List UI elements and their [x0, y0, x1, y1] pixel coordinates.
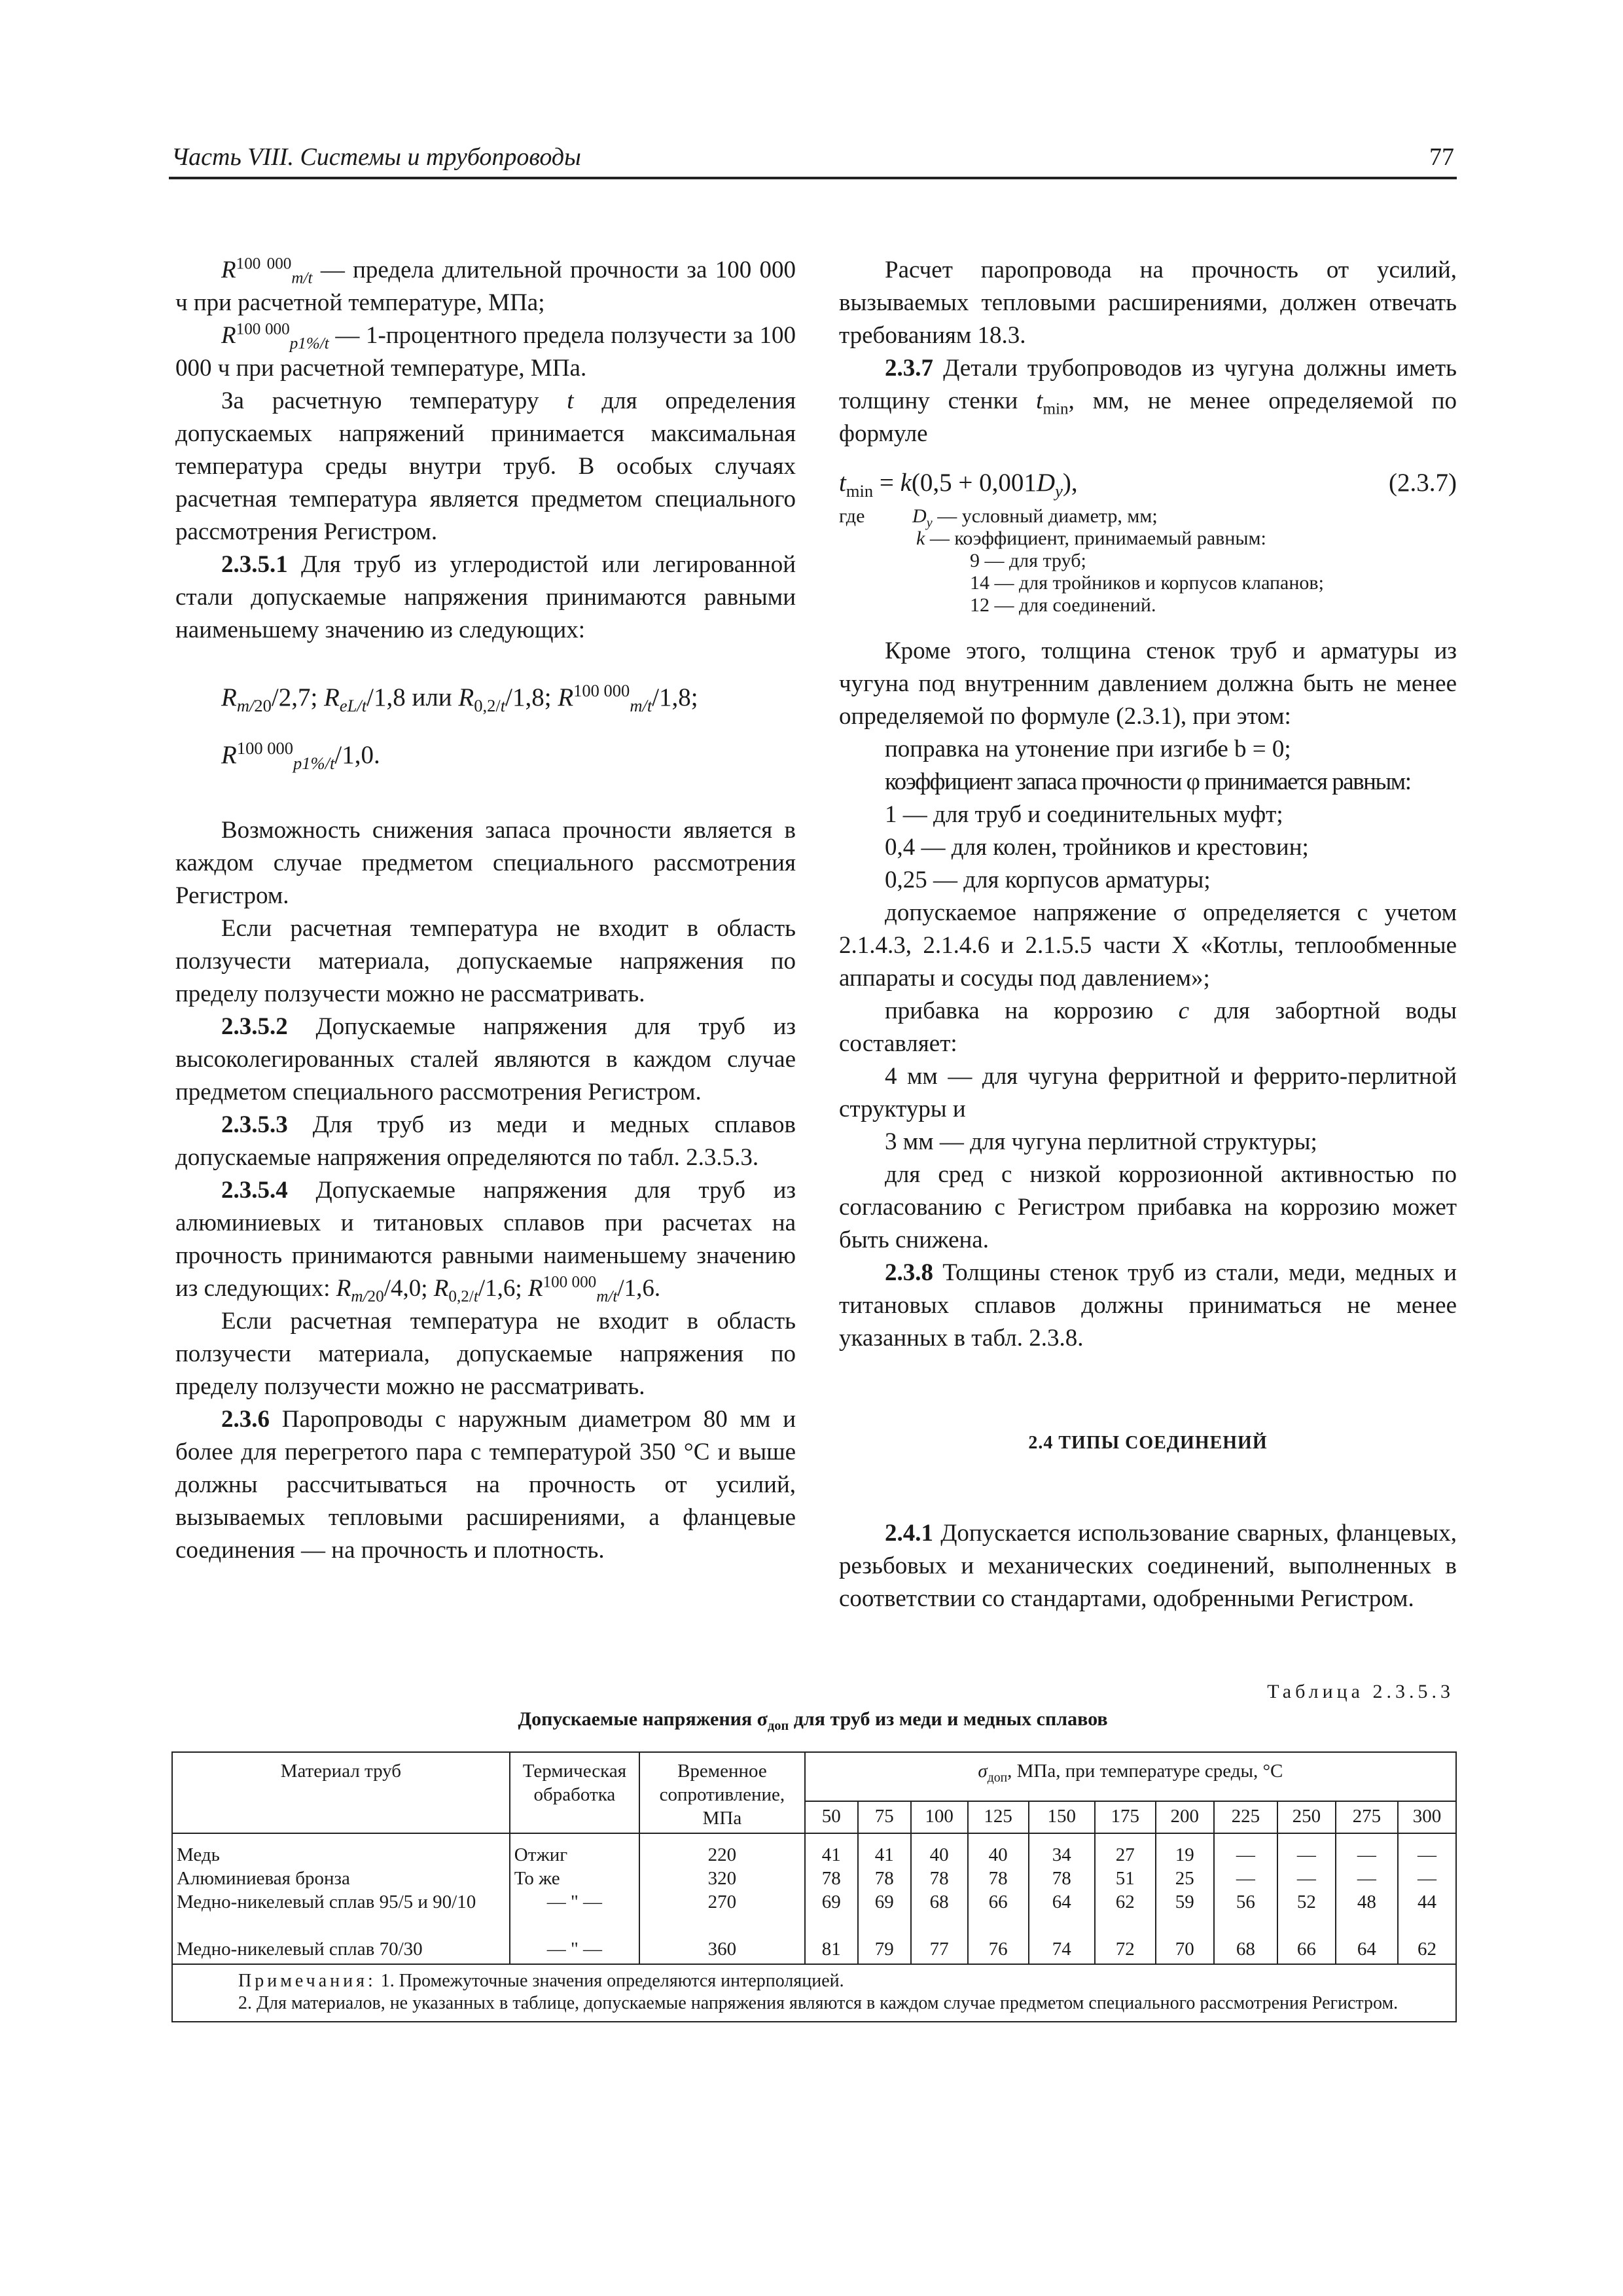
- material-name: Медно-никелевый сплав 70/30: [177, 1939, 423, 1960]
- stress-value: 40: [988, 1844, 1008, 1865]
- paragraph: 3 мм — для чугуна перлитной структуры;: [885, 1128, 1317, 1155]
- stress-value: 81: [821, 1939, 841, 1960]
- stress-value: 62: [1115, 1892, 1135, 1912]
- formula-steel: $R_{m/20}/2,7$; $R_{eL/t}/1,8$ или $R_{0,2/t}/1,8$; $R^{100 000}_{m/t}/1,8$; $R^{100 000}_{p1\%/t}/1,0$.: [221, 681, 698, 773]
- value-column: [911, 1833, 968, 1964]
- stress-value: 78: [929, 1868, 949, 1889]
- paragraph: для сред с низкой коррозионной активностью по согласованию с Регистром прибавка на коррозию может быть снижена.: [839, 1161, 1457, 1253]
- stress-value: —: [1236, 1844, 1255, 1865]
- paragraph: поправка на утонение при изгибе b = 0;: [885, 736, 1291, 762]
- temperature-header: 200: [1156, 1801, 1214, 1833]
- stress-value: 70: [1175, 1939, 1194, 1960]
- table-caption: Допускаемые напряжения $\sigma_{доп}$ для труб из меди и медных сплавов: [518, 1708, 1108, 1733]
- value-column: [858, 1833, 911, 1964]
- temperature-header: 275: [1336, 1801, 1398, 1833]
- header-sigma: $\sigma_{доп}$, МПа, при температуре среды, °С: [805, 1752, 1456, 1801]
- value-column: [1398, 1833, 1456, 1964]
- clause-2-3-5-1: 2.3.5.1 Для труб из углеродистой или легированной стали допускаемые напряжения принимаются равными наименьшему значению из следующих:: [175, 551, 796, 643]
- table-header-row: [172, 1752, 1456, 1801]
- strength-value: 360: [707, 1939, 737, 1960]
- strength-cell: [639, 1833, 805, 1964]
- definition-rp: $R^{100 000}_{p1\%/t}$ — 1-процентного предела ползучести за 100 000 ч при расчетной температуре, МПа.: [175, 320, 796, 382]
- treatment-value: — " —: [546, 1892, 603, 1912]
- stress-value: 34: [1052, 1844, 1071, 1865]
- stress-value: —: [1296, 1868, 1316, 1889]
- paragraph: Возможность снижения запаса прочности является в каждом случае предметом специального рассмотрения Регистром.: [175, 817, 796, 909]
- stress-value: 59: [1175, 1892, 1194, 1912]
- stress-value: —: [1357, 1844, 1376, 1865]
- stress-value: —: [1357, 1868, 1376, 1889]
- section-title: 2.4 ТИПЫ СОЕДИНЕНИЙ: [1028, 1433, 1268, 1453]
- formula-number: (2.3.7): [1389, 469, 1457, 497]
- stress-value: 66: [1296, 1939, 1316, 1960]
- value-column: [1029, 1833, 1095, 1964]
- material-name: Алюминиевая бронза: [177, 1868, 350, 1889]
- treatment-value: То же: [514, 1868, 560, 1889]
- stress-value: 25: [1175, 1868, 1194, 1889]
- temperature-header: 100: [911, 1801, 968, 1833]
- strength-value: 320: [707, 1868, 737, 1889]
- value-column: [1214, 1833, 1277, 1964]
- paragraph: коэффициент запаса прочности φ принимается равным:: [885, 768, 1411, 795]
- header-rule: [169, 177, 1457, 179]
- temperature-header: 150: [1029, 1801, 1095, 1833]
- value-column: [1095, 1833, 1156, 1964]
- clause-2-3-7: 2.3.7 Детали трубопроводов из чугуна должны иметь толщину стенки $t_{min}$, мм, не менее определяемой по формуле: [839, 355, 1457, 447]
- stress-value: 66: [988, 1892, 1008, 1912]
- clause-2-3-8: 2.3.8 Толщины стенок труб из стали, меди, медных и титановых сплавов должны приниматься не менее указанных в табл. 2.3.8.: [839, 1259, 1457, 1352]
- stress-value: 64: [1357, 1939, 1376, 1960]
- paragraph: Расчет паропровода на прочность от усилий, вызываемых тепловыми расширениями, должен отвечать требованиям 18.3.: [839, 257, 1457, 349]
- paragraph: Если расчетная температура не входит в область ползучести материала, допускаемые напряжения по пределу ползучести можно не рассматривать.: [175, 915, 796, 1007]
- paragraph: 0,4 — для колен, тройников и крестовин;: [885, 834, 1309, 861]
- stress-value: 79: [874, 1939, 894, 1960]
- clause-2-4-1: 2.4.1 Допускается использование сварных, фланцевых, резьбовых и механических соединений, выполненных в соответствии со стандартами, одобренными Регистром.: [839, 1520, 1457, 1612]
- stress-value: 76: [988, 1939, 1008, 1960]
- temperature-header: 75: [858, 1801, 911, 1833]
- paragraph: Кроме этого, толщина стенок труб и арматуры из чугуна под внутренним давлением должна быть не менее определяемой по формуле (2.3.1), при этом:: [839, 637, 1457, 730]
- paragraph: За расчетную температуру t для определения допускаемых напряжений принимается максимальная температура среды внутри труб. В особых случаях расчетная температура является предметом специального рассмотрения Регистром.: [175, 387, 796, 545]
- paragraph: допускаемое напряжение σ определяется с учетом 2.1.4.3, 2.1.4.6 и 2.1.5.5 части X «Котлы, теплообменные аппараты и сосуды под давлением»;: [839, 899, 1457, 992]
- stress-value: 62: [1417, 1939, 1436, 1960]
- treatment-value: — " —: [546, 1939, 603, 1960]
- stress-value: 27: [1115, 1844, 1135, 1865]
- table-label: Таблица 2.3.5.3: [1267, 1681, 1454, 1702]
- paragraph: 1 — для труб и соединительных муфт;: [885, 801, 1283, 828]
- stress-value: 74: [1052, 1939, 1071, 1960]
- stress-value: 19: [1175, 1844, 1194, 1865]
- stress-value: 52: [1296, 1892, 1316, 1912]
- value-column: [968, 1833, 1029, 1964]
- temperature-header: 50: [805, 1801, 858, 1833]
- table-notes-row: [172, 1964, 1456, 2022]
- clause-2-3-5-3: 2.3.5.3 Для труб из меди и медных сплавов допускаемые напряжения определяются по табл. 2.3.5.3.: [175, 1111, 796, 1171]
- strength-value: 270: [707, 1892, 737, 1912]
- left-column: [175, 254, 796, 1567]
- stress-value: 41: [821, 1844, 841, 1865]
- material-cell: [172, 1833, 510, 1964]
- clause-2-3-6: 2.3.6 Паропроводы с наружным диаметром 80 мм и более для перегретого пара с температурой 350 °С и выше должны рассчитываться на прочность от усилий, вызываемых тепловыми расширениями, а фланцевые соединения — на прочность и плотность.: [175, 1406, 796, 1564]
- stress-value: 78: [988, 1868, 1008, 1889]
- temperature-header: 250: [1277, 1801, 1336, 1833]
- header-treatment: Термическая обработка: [510, 1752, 639, 1833]
- treatment-cell: [510, 1833, 639, 1964]
- page-number: 77: [1429, 143, 1454, 171]
- value-column: [1156, 1833, 1214, 1964]
- stress-value: —: [1417, 1868, 1436, 1889]
- stress-value: 72: [1115, 1939, 1135, 1960]
- header-strength: Временное сопротивление, МПа: [639, 1752, 805, 1833]
- stress-value: 68: [1236, 1939, 1255, 1960]
- table-notes: Примечания: 1. Промежуточные значения определяются интерполяцией. 2. Для материалов, не указанных в таблице, допускаемые напряжения являются в каждом случае предметом специального рассмотрения Регистром.: [172, 1964, 1456, 2022]
- value-column: [805, 1833, 858, 1964]
- stress-value: 78: [821, 1868, 841, 1889]
- treatment-value: Отжиг: [514, 1844, 568, 1865]
- paragraph: 4 мм — для чугуна ферритной и феррито-перлитной структуры и: [839, 1063, 1457, 1122]
- stress-value: 69: [821, 1892, 841, 1912]
- stress-value: —: [1417, 1844, 1436, 1865]
- stress-value: —: [1236, 1868, 1255, 1889]
- strength-value: 220: [707, 1844, 737, 1865]
- temperature-header: 175: [1095, 1801, 1156, 1833]
- temperature-header: 300: [1398, 1801, 1456, 1833]
- stress-value: 40: [929, 1844, 949, 1865]
- stress-value: 44: [1417, 1892, 1436, 1912]
- value-column: [1336, 1833, 1398, 1964]
- table-body: [172, 1833, 1456, 1964]
- paragraph: прибавка на коррозию c для забортной воды составляет:: [839, 997, 1457, 1057]
- header-material: Материал труб: [172, 1752, 510, 1833]
- stress-value: 41: [874, 1844, 894, 1865]
- where-label: где: [839, 505, 865, 527]
- stress-value: 68: [929, 1892, 949, 1912]
- stress-value: 77: [929, 1939, 949, 1960]
- temperature-header: 125: [968, 1801, 1029, 1833]
- paragraph: Если расчетная температура не входит в область ползучести материала, допускаемые напряжения по пределу ползучести можно не рассматривать.: [175, 1308, 796, 1400]
- formula-legend: где $D_y$ — условный диаметр, мм; k — коэффициент, принимаемый равным: 9 — для труб; 14 — для тройников и корпусов клапанов; 12 — для соединений.: [839, 505, 1324, 616]
- material-name: Медь: [177, 1844, 220, 1865]
- temperature-header: 225: [1214, 1801, 1277, 1833]
- formula-2-3-7: $t_{min} = k(0,5 + 0,001D_y)$, (2.3.7): [839, 465, 1457, 501]
- running-header: Часть VIII. Системы и трубопроводы: [171, 143, 581, 171]
- value-column: [1277, 1833, 1336, 1964]
- stress-table: [171, 1751, 1457, 2022]
- stress-value: 69: [874, 1892, 894, 1912]
- stress-value: 78: [1052, 1868, 1071, 1889]
- right-column: [839, 254, 1457, 1615]
- stress-value: 78: [874, 1868, 894, 1889]
- clause-2-3-5-2: 2.3.5.2 Допускаемые напряжения для труб из высоколегированных сталей являются в каждом случае предметом специального рассмотрения Регистром.: [175, 1013, 796, 1105]
- stress-value: 48: [1357, 1892, 1376, 1912]
- stress-value: —: [1296, 1844, 1316, 1865]
- stress-value: 56: [1236, 1892, 1255, 1912]
- stress-value: 64: [1052, 1892, 1071, 1912]
- stress-value: 51: [1115, 1868, 1135, 1889]
- definition-rm: $R^{100 000}_{m/t}$ — предела длительной прочности за 100 000 ч при расчетной температуре, МПа;: [175, 255, 796, 316]
- material-name: Медно-никелевый сплав 95/5 и 90/10: [177, 1892, 476, 1912]
- paragraph: 0,25 — для корпусов арматуры;: [885, 867, 1211, 893]
- clause-2-3-5-4: 2.3.5.4 Допускаемые напряжения для труб из алюминиевых и титановых сплавов при расчетах на прочность принимаются равными наименьшему значению из следующих: $R_{m/20}/4,0$; $R_{0,2/t}/1,6$; $R^{100 000}_{m/t}/1,6$.: [175, 1177, 796, 1306]
